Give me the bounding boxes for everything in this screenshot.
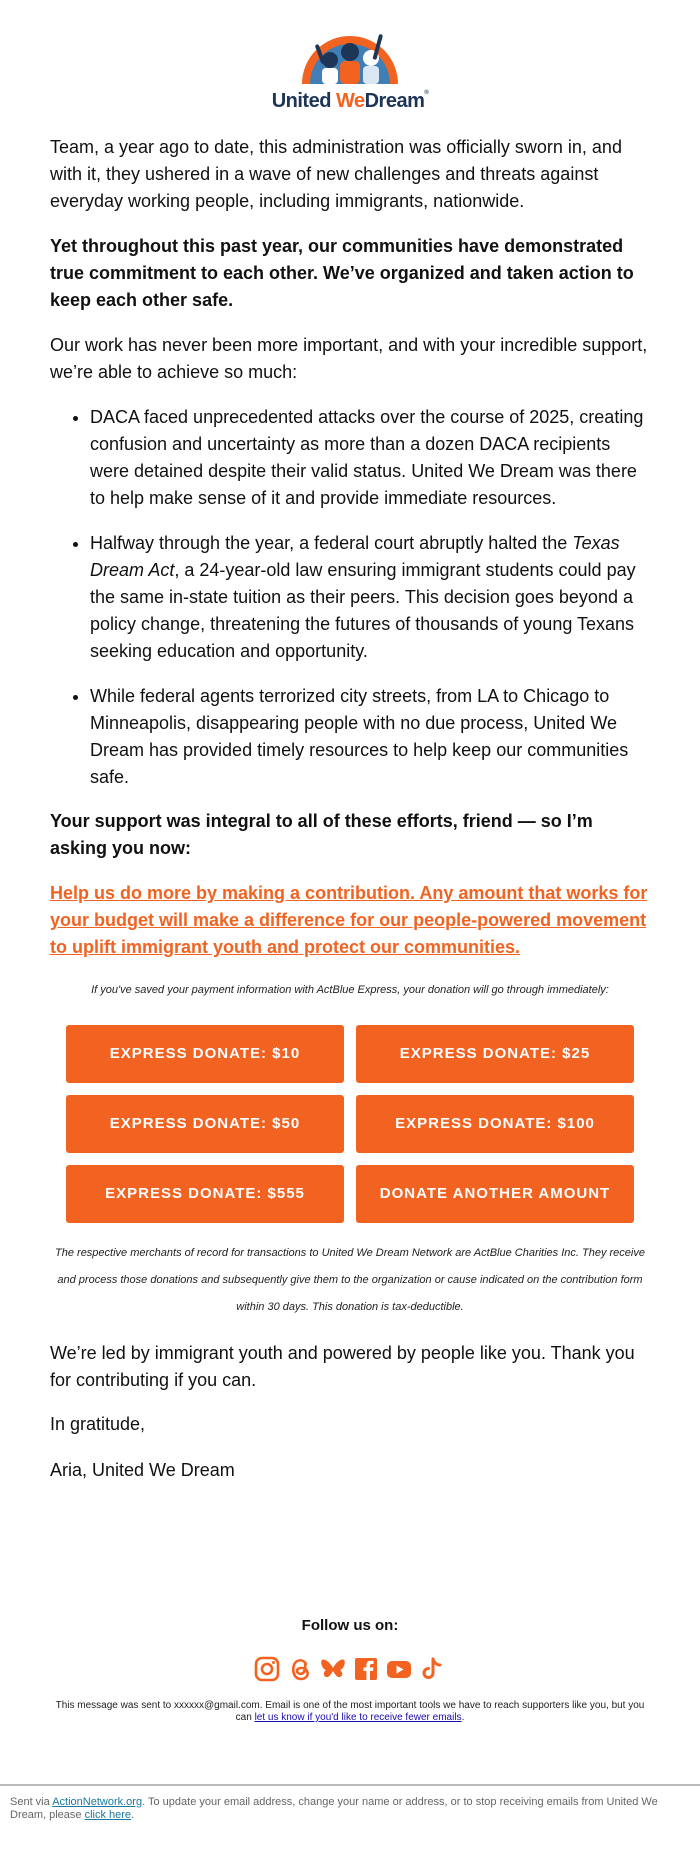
express-donate-555-button[interactable]: EXPRESS DONATE: $555 (66, 1165, 344, 1223)
express-donate-10-button[interactable]: EXPRESS DONATE: $10 (66, 1025, 344, 1083)
closing-paragraph: We’re led by immigrant youth and powered by people like you. Thank you for contributing if you can. (50, 1343, 635, 1390)
actionnetwork-link[interactable]: ActionNetwork.org (52, 1796, 143, 1808)
tiktok-icon[interactable] (417, 1654, 447, 1684)
list-item: • DACA faced unprecedented attacks over the course of 2025, creating confusion and uncertainty as more than a dozen DACA recipients were detained despite their valid status. United We Dream was there to help make sense of it and provide immediate resources. (90, 404, 650, 512)
actblue-express-note: If you've saved your payment information with ActBlue Express, your donation will go through immediately: (91, 984, 609, 996)
sent-to-period: . (461, 1712, 465, 1723)
click-here-link[interactable]: click here (84, 1809, 132, 1821)
list-item (90, 530, 650, 665)
signature: Aria, United We Dream (50, 1460, 235, 1480)
contribute-link[interactable]: Help us do more by making a contribution. Any amount that works for your budget will make a difference for our people-powered movement to uplift immigrant youth and protect our communities. (50, 883, 648, 957)
list-item-text: , a 24-year-old law ensuring immigrant students could pay the same in-state tuition as their peers. This decision goes beyond a policy change, threatening the futures of thousands of young Texans seeking education and opportunity. (90, 560, 636, 661)
social-icons-row (250, 1654, 450, 1684)
footer-text: Sent via (10, 1796, 53, 1808)
registered-mark: ® (424, 90, 429, 96)
youtube-icon[interactable] (384, 1654, 414, 1684)
footer-period: . (131, 1809, 135, 1821)
achievements-list (50, 404, 650, 809)
logo-word-we: We (335, 90, 365, 112)
express-donate-50-button[interactable]: EXPRESS DONATE: $50 (66, 1095, 344, 1153)
logo-word-dream: Dream (364, 90, 425, 112)
footer-notice (10, 1796, 670, 1822)
express-donate-25-button[interactable]: EXPRESS DONATE: $25 (356, 1025, 634, 1083)
fewer-emails-link[interactable]: let us know if you'd like to receive fewer emails (254, 1712, 462, 1723)
sent-to-text: This message was sent to xxxxxx@gmail.com. Email is one of the most important tools we have to reach supporters like you, but you can (55, 1700, 645, 1723)
united-we-dream-logo[interactable] (268, 26, 432, 112)
logo-wordmark (268, 90, 432, 113)
list-item: • While federal agents terrorized city streets, from LA to Chicago to Minneapolis, disappearing people with no due process, United We Dream has provided timely resources to help keep our communities safe. (90, 683, 650, 791)
follow-us-label: Follow us on: (301, 1617, 399, 1634)
donate-another-amount-button[interactable]: DONATE ANOTHER AMOUNT (356, 1165, 634, 1223)
logo-word-united: United (271, 90, 331, 112)
donation-legal-disclaimer: The respective merchants of record for transactions to United We Dream Network are ActBlue Charities Inc. They receive and process those donations and subsequently give them to the organization or cause indicated on the contribution form within 30 days. This donation is tax-deductible. (55, 1247, 645, 1313)
facebook-icon[interactable] (351, 1654, 381, 1684)
logo-illustration (268, 26, 432, 88)
footer-divider (0, 1784, 700, 1786)
work-paragraph: Our work has never been more important, and with your incredible support, we’re able to achieve so much: (50, 335, 648, 382)
sent-to-notice (50, 1700, 650, 1724)
footer-text: . To update your email address, change your name or address, or to stop receiving emails from United We Dream, please (10, 1796, 658, 1821)
threads-icon[interactable] (285, 1654, 315, 1684)
intro-paragraph: Team, a year ago to date, this administration was officially sworn in, and with it, they ushered in a wave of new challenges and threats against everyday working people, including immigrants, nationwide. (50, 137, 622, 211)
list-item-text: Halfway through the year, a federal court abruptly halted the (90, 533, 573, 553)
sign-off: In gratitude, (50, 1414, 146, 1434)
bluesky-icon[interactable] (318, 1654, 348, 1684)
intro-bold-paragraph: Yet throughout this past year, our communities have demonstrated true commitment to each other. We’ve organized and taken action to keep each other safe. (50, 236, 634, 310)
express-donate-100-button[interactable]: EXPRESS DONATE: $100 (356, 1095, 634, 1153)
texas-dream-act-emphasis: Texas Dream Act (90, 533, 620, 580)
ask-paragraph: Your support was integral to all of these efforts, friend — so I’m asking you now: (50, 811, 593, 858)
instagram-icon[interactable] (252, 1654, 282, 1684)
